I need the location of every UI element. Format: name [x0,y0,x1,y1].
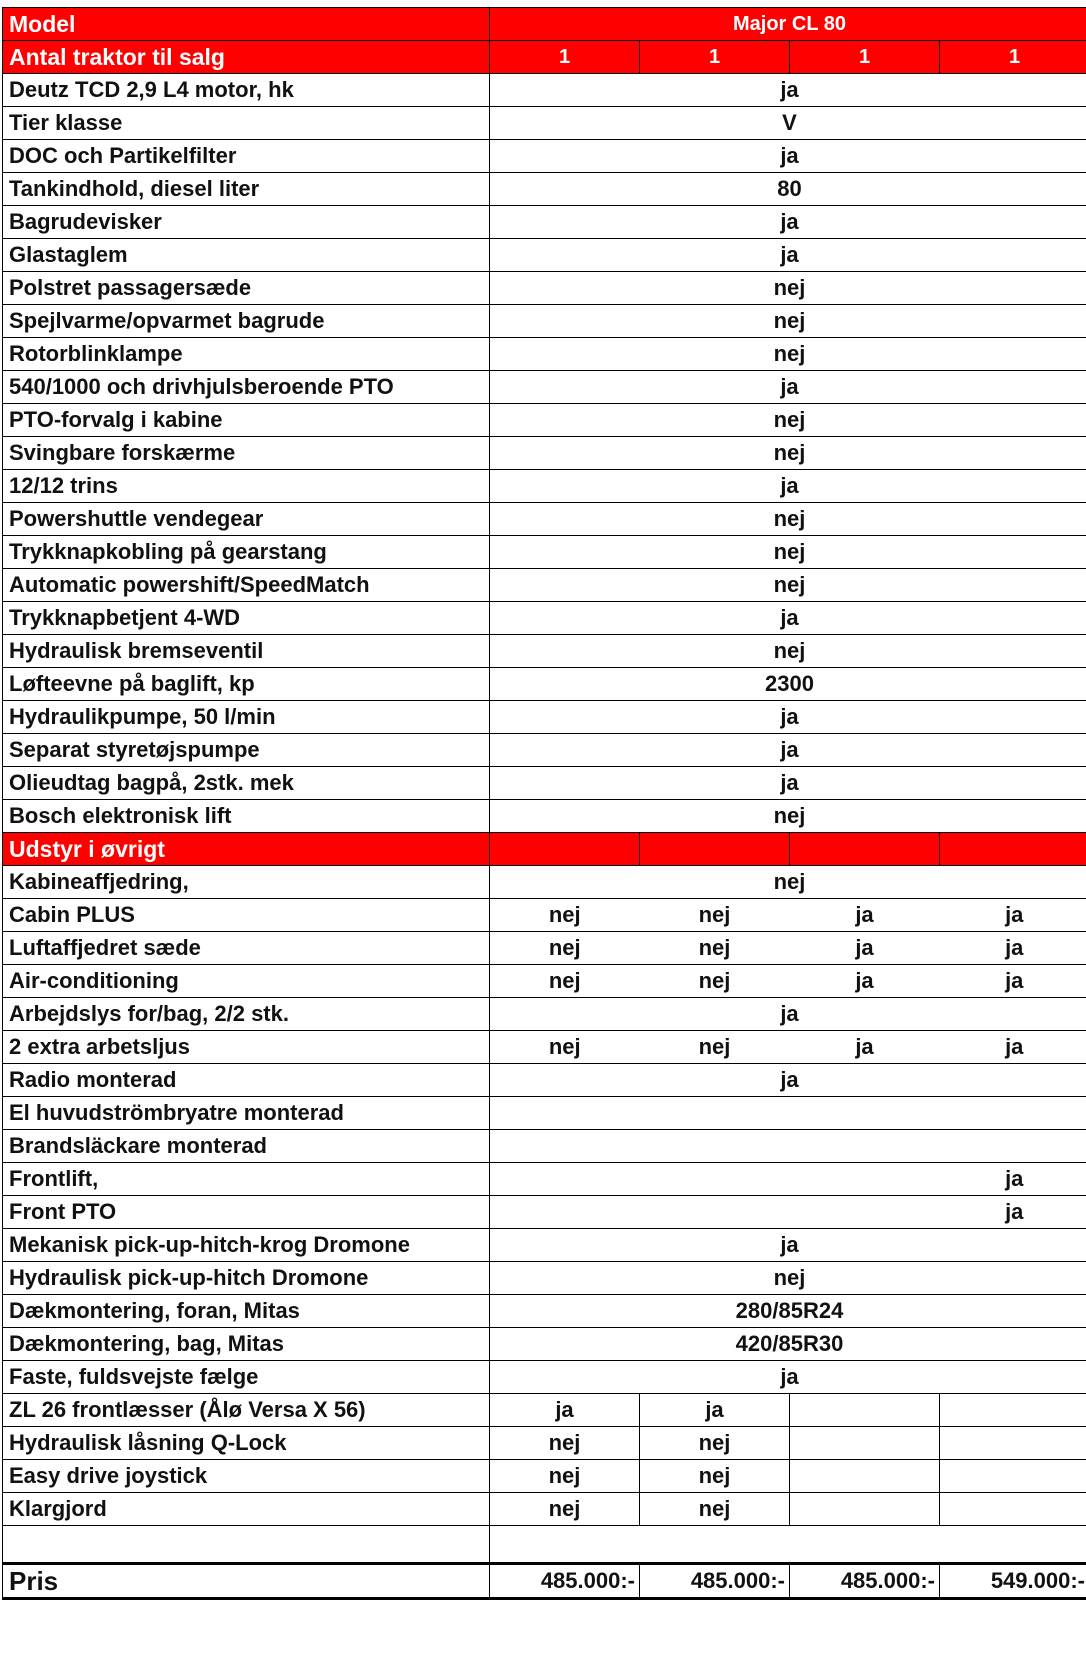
equip-label: Easy drive joystick [3,1460,490,1493]
equip-row [3,1328,1086,1361]
spec-row [3,74,1086,107]
equip-value: nej [640,1031,790,1064]
blank-cell [490,1526,1086,1564]
equip-row [3,932,1086,965]
equip-value [940,1493,1086,1526]
equip-label: Brandsläckare monterad [3,1130,490,1163]
equip-value: 280/85R24 [490,1295,1086,1328]
equip-row [3,1196,1086,1229]
equip-value: ja [790,1031,940,1064]
spec-value: ja [490,767,1086,800]
spec-label: 540/1000 och drivhjulsberoende PTO [3,371,490,404]
equip-row [3,1427,1086,1460]
equip-value: ja [790,899,940,932]
spec-label: Deutz TCD 2,9 L4 motor, hk [3,74,490,107]
spec-value: nej [490,404,1086,437]
spec-row [3,173,1086,206]
equip-value: nej [640,1493,790,1526]
equip-label: 2 extra arbetsljus [3,1031,490,1064]
spec-row [3,206,1086,239]
spec-value: ja [490,701,1086,734]
equip-value: ja [940,1031,1086,1064]
equip-row [3,1361,1086,1394]
equip-row [3,998,1086,1031]
spec-label: Polstret passagersæde [3,272,490,305]
equip-value [490,1196,640,1229]
spec-label: Bagrudevisker [3,206,490,239]
equip-row [3,1460,1086,1493]
spec-row [3,536,1086,569]
equip-value: 420/85R30 [490,1328,1086,1361]
price-value: 485.000:- [640,1564,790,1599]
price-value: 485.000:- [490,1564,640,1599]
spec-value: ja [490,371,1086,404]
spec-value: ja [490,734,1086,767]
equip-value [490,1097,1086,1130]
spec-label: 12/12 trins [3,470,490,503]
equip-value: nej [490,1460,640,1493]
equip-row [3,1064,1086,1097]
equip-value: nej [640,1460,790,1493]
spec-row [3,371,1086,404]
equip-value: nej [490,866,1086,899]
spec-value: nej [490,338,1086,371]
equip-row [3,1493,1086,1526]
equip-label: Air-conditioning [3,965,490,998]
spec-value: 2300 [490,668,1086,701]
spec-row [3,503,1086,536]
equip-row [3,1394,1086,1427]
equip-value: ja [940,1163,1086,1196]
spec-table [2,7,1086,1600]
spec-row [3,470,1086,503]
equip-value: nej [640,932,790,965]
spec-row [3,140,1086,173]
spec-label: Spejlvarme/opvarmet bagrude [3,305,490,338]
equip-label: Klargjord [3,1493,490,1526]
equip-value: nej [640,1427,790,1460]
spec-row [3,437,1086,470]
equip-value [940,1460,1086,1493]
price-row [3,1564,1086,1599]
spec-label: Bosch elektronisk lift [3,800,490,833]
blank-row [3,1526,1086,1564]
spec-row [3,404,1086,437]
model-label: Model [3,8,490,41]
equip-label: Cabin PLUS [3,899,490,932]
blank-cell [3,1526,490,1564]
equip-value [790,1493,940,1526]
spec-value: nej [490,635,1086,668]
spec-label: Tier klasse [3,107,490,140]
equip-row [3,1262,1086,1295]
spec-row [3,107,1086,140]
equip-value [790,1460,940,1493]
equip-value: ja [490,1361,1086,1394]
spec-value: nej [490,800,1086,833]
spec-label: Powershuttle vendegear [3,503,490,536]
equip-label: ZL 26 frontlæsser (Ålø Versa X 56) [3,1394,490,1427]
equip-value: nej [490,932,640,965]
equip-value: ja [490,1064,1086,1097]
equip-value: nej [490,1493,640,1526]
spec-label: Hydraulikpumpe, 50 l/min [3,701,490,734]
spec-row [3,701,1086,734]
equip-row [3,1295,1086,1328]
spec-row [3,569,1086,602]
equip-value: ja [790,965,940,998]
spec-row [3,305,1086,338]
spec-value: ja [490,140,1086,173]
equip-value [790,1163,940,1196]
equip-row [3,1097,1086,1130]
section-cell [940,833,1086,866]
spec-value: nej [490,503,1086,536]
equip-value: nej [490,965,640,998]
equip-label: Faste, fuldsvejste fælge [3,1361,490,1394]
equip-label: Mekanisk pick-up-hitch-krog Dromone [3,1229,490,1262]
equip-row [3,1031,1086,1064]
equip-row [3,965,1086,998]
count-cell: 1 [490,41,640,74]
spec-label: Tankindhold, diesel liter [3,173,490,206]
equip-value: nej [640,965,790,998]
equip-value: ja [490,998,1086,1031]
equip-row [3,899,1086,932]
equip-label: Kabineaffjedring, [3,866,490,899]
spec-label: DOC och Partikelfilter [3,140,490,173]
spec-value: ja [490,239,1086,272]
spec-label: Olieudtag bagpå, 2stk. mek [3,767,490,800]
equip-value: ja [490,1229,1086,1262]
spec-value: nej [490,536,1086,569]
spec-value: ja [490,206,1086,239]
equip-label: Arbejdslys for/bag, 2/2 stk. [3,998,490,1031]
count-cell: 1 [640,41,790,74]
section-label: Udstyr i øvrigt [3,833,490,866]
spec-row [3,734,1086,767]
count-row [3,41,1086,74]
spec-value: 80 [490,173,1086,206]
equip-label: Frontlift, [3,1163,490,1196]
equip-label: Front PTO [3,1196,490,1229]
spec-row [3,635,1086,668]
spec-row [3,239,1086,272]
spec-label: Separat styretøjspumpe [3,734,490,767]
model-row [3,8,1086,41]
equip-row [3,1130,1086,1163]
equip-value [790,1196,940,1229]
spec-row [3,272,1086,305]
equip-value: nej [490,1031,640,1064]
spec-value: nej [490,272,1086,305]
equip-value: nej [490,1427,640,1460]
equip-value [940,1427,1086,1460]
price-value: 485.000:- [790,1564,940,1599]
spec-row [3,602,1086,635]
spec-sheet [2,7,1084,1600]
equip-value: nej [640,899,790,932]
price-value: 549.000:- [940,1564,1086,1599]
spec-value: V [490,107,1086,140]
count-cell: 1 [940,41,1086,74]
equip-label: Hydraulisk låsning Q-Lock [3,1427,490,1460]
equip-value: ja [940,899,1086,932]
equip-value [490,1130,1086,1163]
spec-value: nej [490,569,1086,602]
equip-value [790,1427,940,1460]
spec-label: Trykknapbetjent 4-WD [3,602,490,635]
equip-value: ja [940,932,1086,965]
equip-row [3,866,1086,899]
model-name: Major CL 80 [490,8,1086,41]
equip-value [940,1394,1086,1427]
equip-label: Radio monterad [3,1064,490,1097]
spec-value: ja [490,602,1086,635]
equip-value [490,1163,640,1196]
equip-value: ja [940,965,1086,998]
spec-label: PTO-forvalg i kabine [3,404,490,437]
spec-label: Hydraulisk bremseventil [3,635,490,668]
section-row [3,833,1086,866]
equip-label: Luftaffjedret sæde [3,932,490,965]
equip-label: El huvudströmbryatre monterad [3,1097,490,1130]
equip-value: ja [490,1394,640,1427]
spec-value: nej [490,305,1086,338]
equip-value: ja [940,1196,1086,1229]
equip-value [640,1163,790,1196]
section-cell [490,833,640,866]
equip-value: nej [490,899,640,932]
spec-value: ja [490,470,1086,503]
count-cell: 1 [790,41,940,74]
section-cell [640,833,790,866]
count-label: Antal traktor til salg [3,41,490,74]
equip-value [790,1394,940,1427]
spec-label: Løfteevne på baglift, kp [3,668,490,701]
spec-label: Trykknapkobling på gearstang [3,536,490,569]
equip-label: Hydraulisk pick-up-hitch Dromone [3,1262,490,1295]
spec-label: Automatic powershift/SpeedMatch [3,569,490,602]
spec-row [3,338,1086,371]
spec-row [3,800,1086,833]
spec-row [3,668,1086,701]
spec-value: nej [490,437,1086,470]
equip-row [3,1163,1086,1196]
spec-row [3,767,1086,800]
spec-value: ja [490,74,1086,107]
equip-label: Dækmontering, bag, Mitas [3,1328,490,1361]
spec-label: Glastaglem [3,239,490,272]
equip-value: nej [490,1262,1086,1295]
section-cell [790,833,940,866]
equip-value: ja [640,1394,790,1427]
price-label: Pris [3,1564,490,1599]
equip-value [640,1196,790,1229]
equip-label: Dækmontering, foran, Mitas [3,1295,490,1328]
equip-value: ja [790,932,940,965]
equip-row [3,1229,1086,1262]
spec-label: Rotorblinklampe [3,338,490,371]
spec-label: Svingbare forskærme [3,437,490,470]
